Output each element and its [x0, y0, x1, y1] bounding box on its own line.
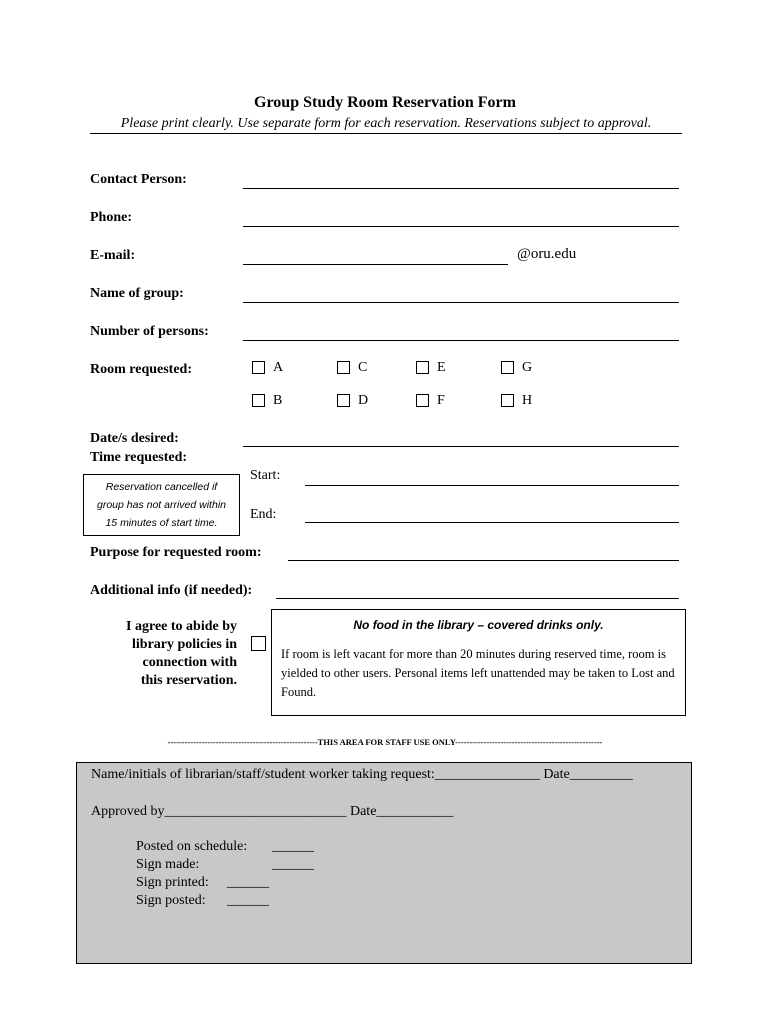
room-c-checkbox[interactable]: [337, 361, 350, 374]
taking-request-line[interactable]: Name/initials of librarian/staff/student worker taking request:_______________ Date_________: [91, 767, 633, 782]
agreement-checkbox[interactable]: [251, 636, 266, 651]
sign-posted-label: Sign posted:: [136, 893, 206, 908]
cancellation-notice-line: group has not arrived within: [97, 499, 226, 511]
title-underline: [90, 133, 682, 134]
sign-posted-blank[interactable]: ______: [227, 893, 269, 908]
staff-use-divider: -----------------------------------------------------THIS AREA FOR STAFF USE ONLY----------------------------------------------------: [167, 737, 603, 747]
agreement-line: library policies in: [132, 637, 237, 652]
room-b-label: B: [273, 393, 283, 408]
agreement-line: connection with: [142, 655, 237, 670]
end-time-label: End:: [250, 507, 277, 522]
policy-heading: No food in the library – covered drinks only.: [353, 618, 604, 632]
room-a-label: A: [273, 360, 284, 375]
library-policy-box: [271, 609, 686, 716]
room-c-label: C: [358, 360, 368, 375]
posted-on-schedule-blank[interactable]: ______: [272, 839, 314, 854]
staff-use-area: [76, 762, 692, 964]
room-e-checkbox[interactable]: [416, 361, 429, 374]
num-persons-field[interactable]: [243, 340, 679, 341]
agreement-text: [96, 618, 237, 690]
room-d-checkbox[interactable]: [337, 394, 350, 407]
agreement-line: I agree to abide by: [126, 619, 237, 634]
group-name-field[interactable]: [243, 302, 679, 303]
num-persons-label: Number of persons:: [90, 324, 209, 339]
room-a-checkbox[interactable]: [252, 361, 265, 374]
sign-printed-blank[interactable]: ______: [227, 875, 269, 890]
approved-by-line[interactable]: Approved by__________________________ Date___________: [91, 804, 454, 819]
room-h-checkbox[interactable]: [501, 394, 514, 407]
room-g-label: G: [522, 360, 533, 375]
room-e-label: E: [437, 360, 446, 375]
cancellation-notice-line: Reservation cancelled if: [105, 481, 218, 493]
purpose-label: Purpose for requested room:: [90, 545, 262, 560]
dates-desired-label: Date/s desired:: [90, 431, 179, 446]
additional-info-label: Additional info (if needed):: [90, 583, 253, 598]
contact-person-field[interactable]: [243, 188, 679, 189]
sign-made-blank[interactable]: ______: [272, 857, 314, 872]
email-label: E-mail:: [90, 248, 136, 263]
form-title: Group Study Room Reservation Form: [254, 94, 516, 111]
room-b-checkbox[interactable]: [252, 394, 265, 407]
room-h-label: H: [522, 393, 533, 408]
time-requested-label: Time requested:: [90, 450, 188, 465]
policy-body: If room is left vacant for more than 20 minutes during reserved time, room is yielded to other users. Personal items left unattended may be taken to Lost and Found.: [281, 647, 675, 699]
posted-on-schedule-label: Posted on schedule:: [136, 839, 248, 854]
agreement-line: this reservation.: [140, 673, 237, 688]
start-time-label: Start:: [250, 468, 281, 483]
end-time-field[interactable]: [305, 522, 679, 523]
phone-field[interactable]: [243, 226, 679, 227]
purpose-field[interactable]: [288, 560, 679, 561]
room-g-checkbox[interactable]: [501, 361, 514, 374]
email-field[interactable]: [243, 264, 508, 265]
room-f-label: F: [437, 393, 445, 408]
cancellation-notice-line: 15 minutes of start time.: [105, 517, 218, 529]
form-subtitle: Please print clearly. Use separate form for each reservation. Reservations subject to approval.: [120, 116, 652, 131]
additional-info-field[interactable]: [276, 598, 679, 599]
phone-label: Phone:: [90, 210, 132, 225]
room-requested-label: Room requested:: [90, 362, 193, 377]
dates-desired-field[interactable]: [243, 446, 679, 447]
start-time-field[interactable]: [305, 485, 679, 486]
sign-made-label: Sign made:: [136, 857, 200, 872]
cancellation-notice: [83, 474, 240, 536]
email-domain-suffix: @oru.edu: [517, 246, 577, 262]
room-f-checkbox[interactable]: [416, 394, 429, 407]
sign-printed-label: Sign printed:: [136, 875, 209, 890]
room-d-label: D: [358, 393, 369, 408]
group-name-label: Name of group:: [90, 286, 184, 301]
contact-person-label: Contact Person:: [90, 172, 187, 187]
